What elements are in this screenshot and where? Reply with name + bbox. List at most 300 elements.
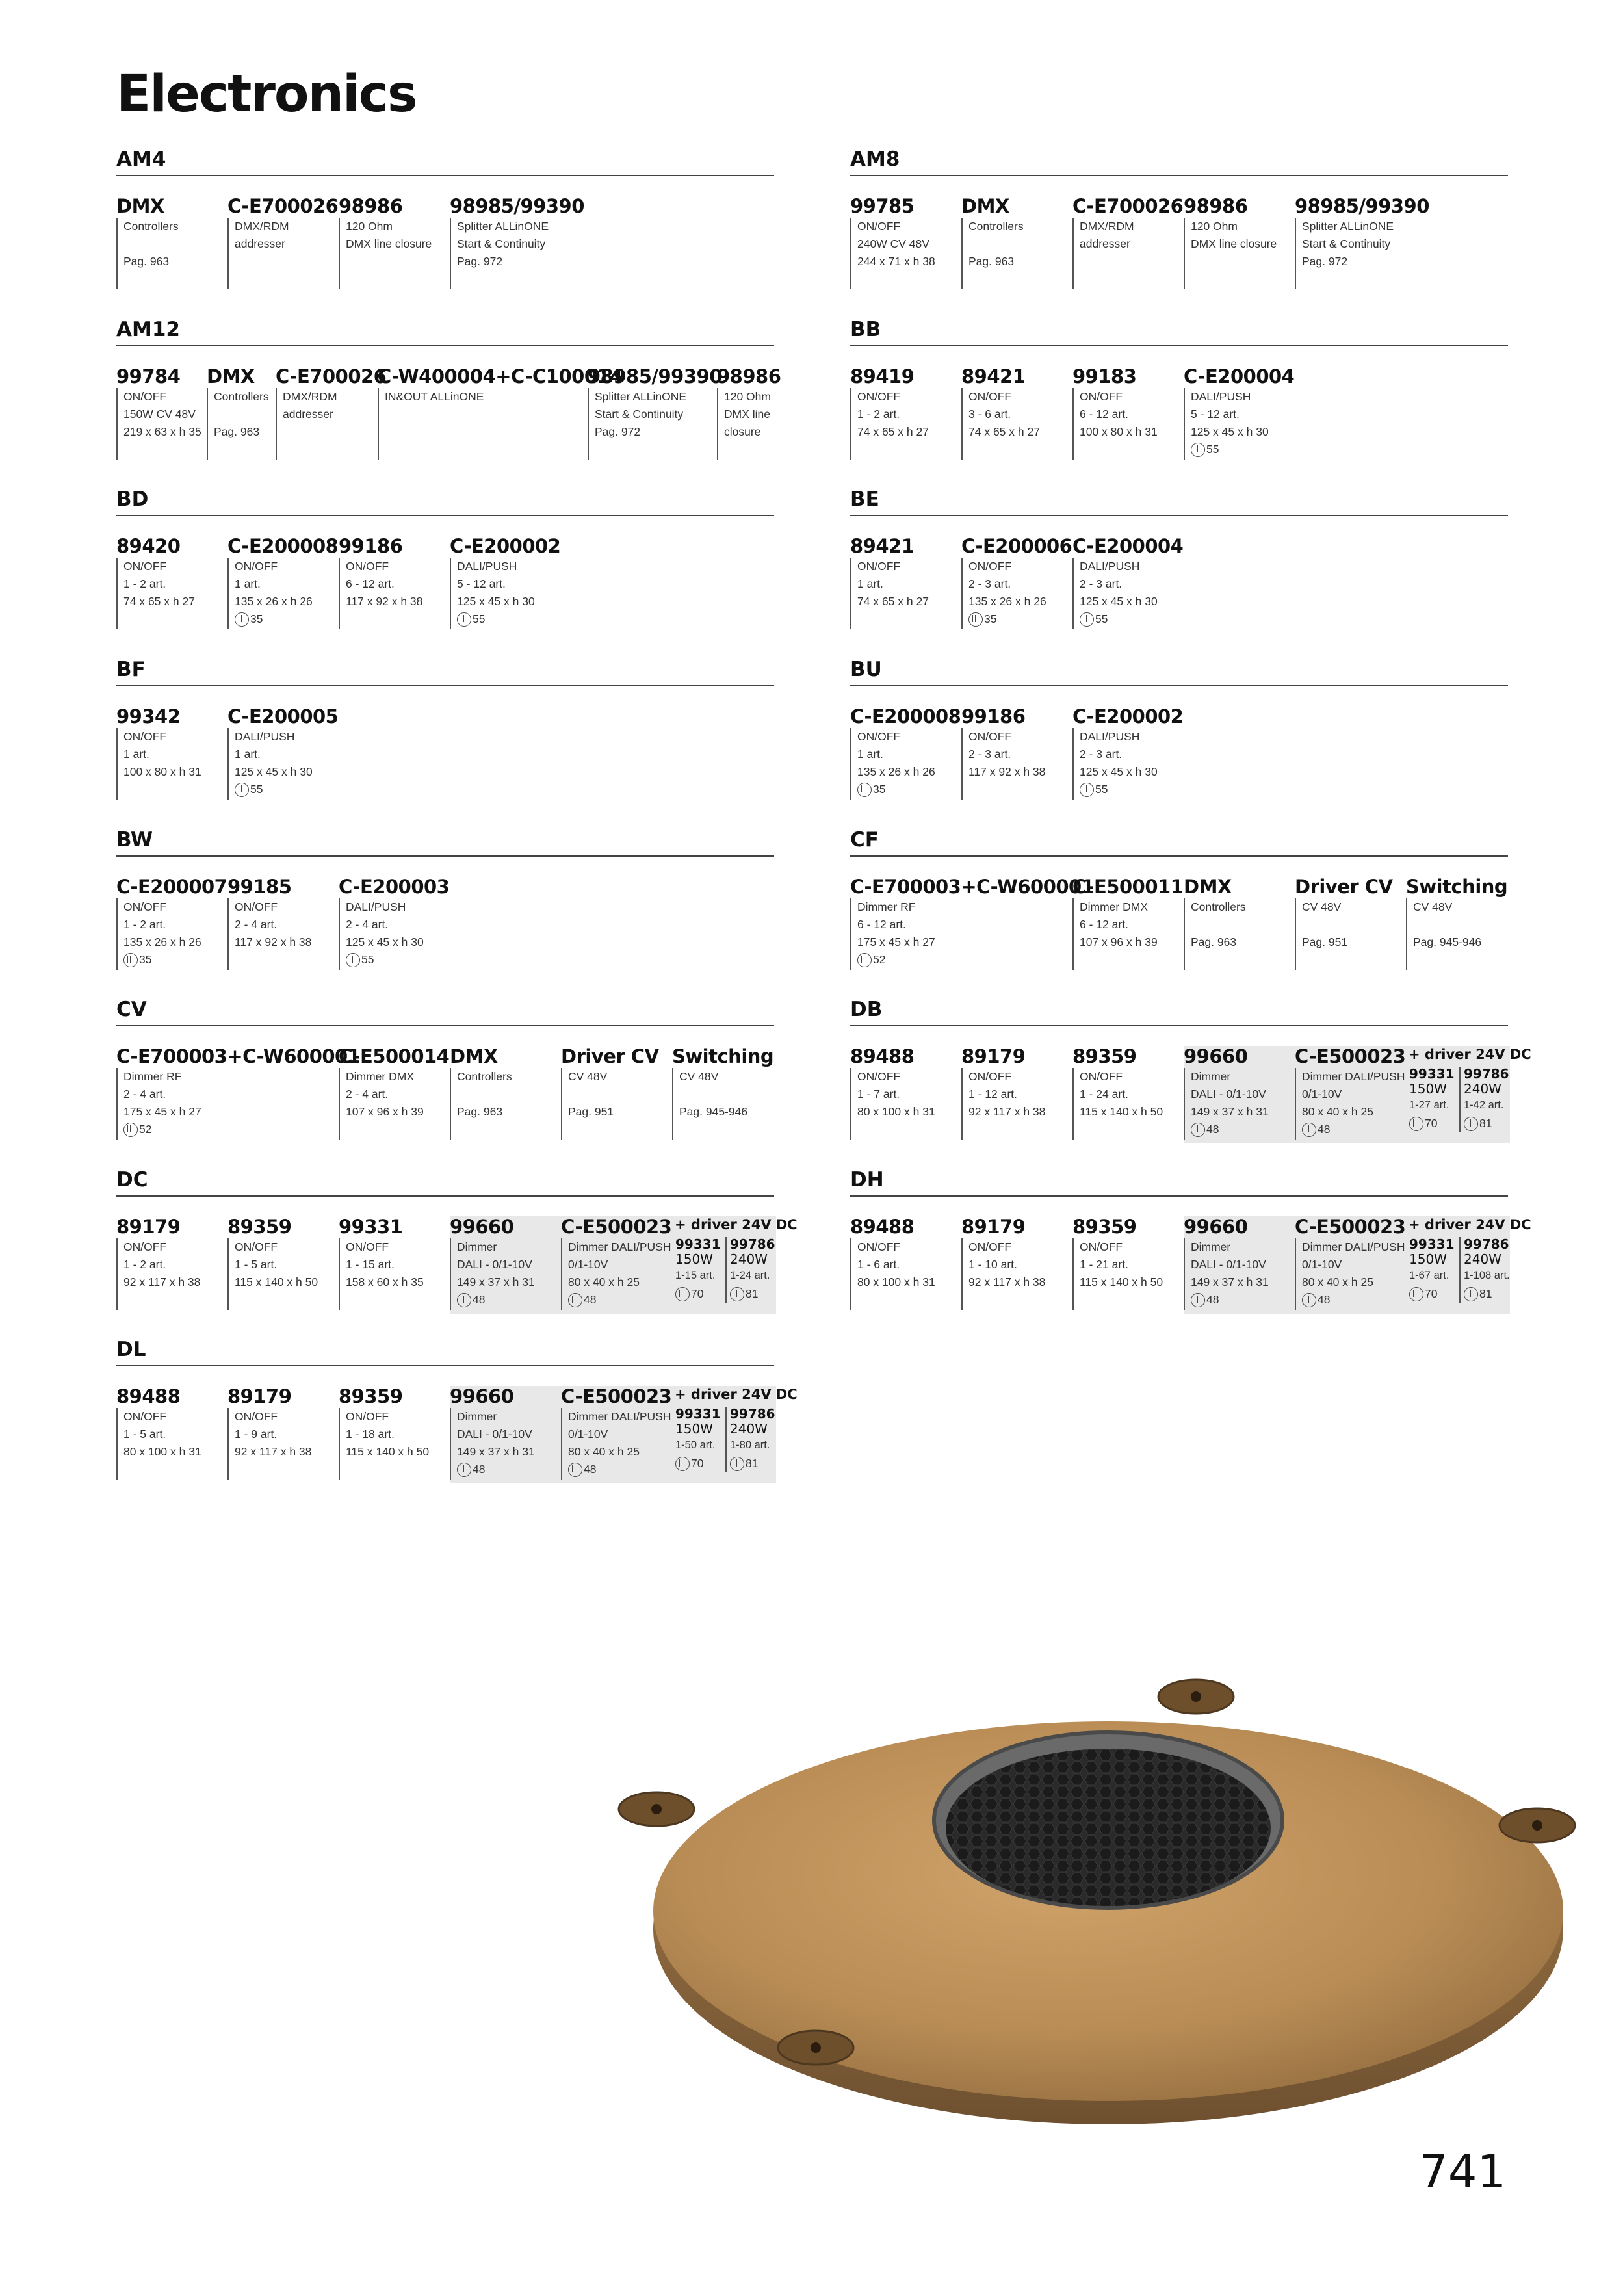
product-item — [450, 536, 560, 629]
detail-line: DMX line closure — [1191, 237, 1277, 250]
detail-line: addresser — [283, 408, 333, 421]
section-code: BD — [116, 486, 774, 516]
product-code: 89359 — [1072, 1216, 1137, 1238]
detail-line: 1 - 6 art. — [857, 1258, 900, 1271]
ip-rating — [1191, 1121, 1295, 1138]
product-code: C-E500023 — [1295, 1045, 1406, 1067]
product-item — [227, 876, 311, 970]
detail-line: ON/OFF — [1080, 390, 1123, 403]
detail-line: DALI/PUSH — [1080, 730, 1140, 743]
detail-line: DALI/PUSH — [457, 560, 517, 573]
product-item — [850, 876, 1094, 970]
detail-line: ON/OFF — [857, 730, 901, 743]
ip-rating-value: 55 — [1095, 612, 1108, 625]
section-bf — [116, 657, 774, 803]
product-code: Switching — [672, 1045, 774, 1067]
detail-line: ON/OFF — [123, 1410, 167, 1423]
detail-line: 158 x 60 x h 35 — [346, 1275, 424, 1288]
detail-line: CV 48V — [1302, 900, 1342, 913]
detail-line: 135 x 26 x h 26 — [123, 935, 201, 948]
product-details — [450, 1068, 512, 1140]
product-item — [116, 366, 201, 460]
product-code: 98985/99390 — [588, 365, 722, 387]
ip-rating — [457, 610, 560, 628]
product-code: 99186 — [339, 535, 403, 557]
product-code: 98985/99390 — [450, 195, 584, 217]
detail-line: 92 x 117 x h 38 — [968, 1105, 1046, 1118]
product-code: C-E200005 — [227, 705, 339, 727]
product-code: 99660 — [450, 1385, 514, 1407]
product-item — [116, 706, 201, 800]
product-code: 89359 — [339, 1385, 403, 1407]
detail-line: 6 - 12 art. — [857, 918, 906, 931]
product-item — [561, 1216, 672, 1314]
detail-line: ON/OFF — [968, 1240, 1012, 1253]
ip-rating-icon — [1080, 612, 1094, 627]
product-details — [1184, 218, 1277, 289]
product-details — [116, 558, 195, 629]
detail-line: Dimmer DMX — [1080, 900, 1148, 913]
product-item — [1072, 876, 1183, 970]
product-item — [276, 366, 386, 460]
detail-line: Pag. 963 — [968, 255, 1015, 268]
detail-line: 1 - 7 art. — [857, 1088, 900, 1101]
ip-rating-value: 81 — [746, 1287, 759, 1300]
product-details — [116, 218, 179, 289]
detail-line: ON/OFF — [235, 1410, 278, 1423]
product-details — [850, 558, 929, 629]
section-code: BU — [850, 657, 1508, 686]
driver-option — [1406, 1067, 1457, 1132]
detail-line: 107 x 96 x h 39 — [1080, 935, 1158, 948]
ip-rating-value: 35 — [139, 953, 152, 966]
detail-line: addresser — [235, 237, 285, 250]
driver-option — [672, 1237, 723, 1303]
ip-rating — [675, 1455, 723, 1472]
section-be — [850, 486, 1508, 633]
detail-line: ON/OFF — [123, 390, 167, 403]
ip-rating-value: 81 — [746, 1457, 759, 1470]
ip-rating-icon — [457, 1463, 471, 1477]
section-code: BF — [116, 657, 774, 686]
item-row — [850, 1045, 1531, 1143]
ip-rating-icon — [675, 1287, 690, 1301]
product-item — [1295, 1216, 1406, 1314]
detail-line: 1 art. — [235, 748, 261, 761]
driver-box — [672, 1386, 798, 1483]
detail-line: 100 x 80 x h 31 — [123, 765, 201, 778]
driver-wattage: 150W — [675, 1421, 713, 1437]
ip-rating-value: 48 — [1318, 1123, 1331, 1136]
detail-line: ON/OFF — [123, 560, 167, 573]
product-details — [1295, 898, 1393, 970]
item-row — [116, 1046, 774, 1143]
product-item — [850, 366, 929, 460]
detail-line: 175 x 45 x h 27 — [857, 935, 935, 948]
detail-line: 115 x 140 x h 50 — [235, 1275, 318, 1288]
item-row — [116, 706, 774, 803]
product-details — [227, 218, 338, 289]
detail-line: Dimmer DALI/PUSH — [1302, 1240, 1405, 1253]
product-details — [1406, 898, 1507, 970]
detail-line: 0/1-10V — [568, 1428, 608, 1441]
detail-line: DALI - 0/1-10V — [457, 1258, 532, 1271]
driver-box — [672, 1216, 798, 1314]
product-item — [1184, 196, 1277, 289]
detail-line: 2 - 4 art. — [123, 1088, 166, 1101]
product-code: 99660 — [1184, 1045, 1248, 1067]
detail-line: 0/1-10V — [1302, 1088, 1342, 1101]
detail-line: 74 x 65 x h 27 — [123, 595, 195, 608]
ip-rating-icon — [1464, 1117, 1478, 1131]
ip-rating-icon — [457, 1293, 471, 1307]
item-row — [116, 365, 781, 463]
detail-line: 92 x 117 x h 38 — [235, 1445, 312, 1458]
product-item — [227, 706, 338, 800]
detail-line: Pag. 945-946 — [679, 1105, 748, 1118]
section-cf — [850, 827, 1508, 974]
ip-rating-icon — [1464, 1287, 1478, 1301]
product-item — [672, 1046, 773, 1140]
item-row — [850, 196, 1508, 293]
item-row — [116, 536, 774, 633]
detail-line: DALI/PUSH — [346, 900, 406, 913]
detail-line: CV 48V — [679, 1070, 719, 1083]
driver-capacity: 1-24 art. — [730, 1270, 770, 1281]
driver-code: 99786 — [1464, 1236, 1509, 1252]
product-details — [850, 728, 961, 800]
ip-rating-value: 48 — [584, 1463, 597, 1476]
detail-line: ON/OFF — [968, 390, 1012, 403]
detail-line: 2 - 4 art. — [346, 1088, 389, 1101]
product-code: 89179 — [961, 1045, 1026, 1067]
driver-wattage: 240W — [730, 1251, 768, 1267]
detail-line: Dimmer — [457, 1410, 497, 1423]
detail-line: 125 x 45 x h 30 — [1080, 595, 1158, 608]
detail-line: 1 - 2 art. — [123, 1258, 166, 1271]
ip-rating — [1302, 1291, 1406, 1309]
detail-line: DALI - 0/1-10V — [457, 1428, 532, 1441]
detail-line: ON/OFF — [857, 220, 901, 233]
detail-line: 80 x 40 x h 25 — [568, 1275, 640, 1288]
product-details — [850, 1068, 935, 1140]
product-item — [450, 1046, 512, 1140]
product-item — [850, 536, 929, 629]
ip-rating-value: 81 — [1479, 1287, 1492, 1300]
product-details — [227, 1408, 311, 1480]
item-row — [850, 1216, 1531, 1314]
ip-rating-value: 70 — [691, 1287, 704, 1300]
product-details — [116, 1408, 201, 1480]
product-details — [1072, 898, 1183, 970]
ip-rating-value: 70 — [1425, 1287, 1438, 1300]
ip-rating — [1464, 1115, 1510, 1132]
detail-line: 1 art. — [123, 748, 149, 761]
product-code: C-E200002 — [450, 535, 561, 557]
product-code: C-E200004 — [1072, 535, 1184, 557]
ip-rating-value: 35 — [873, 783, 886, 796]
product-details — [561, 1408, 672, 1480]
detail-line: 2 - 4 art. — [235, 918, 278, 931]
product-details — [227, 728, 338, 800]
section-code: DC — [116, 1167, 774, 1197]
detail-line: Splitter ALLinONE — [457, 220, 549, 233]
ip-rating-icon — [123, 953, 138, 967]
product-details — [339, 218, 432, 289]
product-details — [1184, 898, 1246, 970]
detail-line: Dimmer DALI/PUSH — [568, 1240, 671, 1253]
product-code: 89488 — [116, 1385, 181, 1407]
product-item — [339, 1046, 449, 1140]
item-row — [850, 536, 1508, 633]
ip-rating-icon — [346, 953, 360, 967]
product-item — [961, 706, 1045, 800]
item-row — [850, 706, 1508, 803]
detail-line: ON/OFF — [857, 560, 901, 573]
detail-line: 92 x 117 x h 38 — [123, 1275, 201, 1288]
detail-line: DMX line — [724, 408, 770, 421]
product-code: 99186 — [961, 705, 1026, 727]
product-item — [961, 536, 1072, 629]
product-item — [850, 1216, 935, 1310]
detail-line: 125 x 45 x h 30 — [1191, 425, 1269, 438]
driver-option — [725, 1407, 776, 1472]
section-code: CV — [116, 997, 774, 1026]
driver-wattage: 150W — [1409, 1081, 1447, 1097]
detail-line: ON/OFF — [1080, 1240, 1123, 1253]
product-details — [561, 1068, 659, 1140]
detail-line: 115 x 140 x h 50 — [1080, 1275, 1163, 1288]
detail-line: 74 x 65 x h 27 — [857, 425, 929, 438]
product-code: 89421 — [850, 535, 915, 557]
product-code: DMX — [1184, 876, 1232, 898]
product-details — [850, 1238, 935, 1310]
product-item — [227, 536, 338, 629]
product-details — [378, 388, 623, 460]
detail-line: ON/OFF — [123, 1240, 167, 1253]
product-details — [1072, 218, 1183, 289]
ip-rating-value: 55 — [1206, 443, 1219, 456]
page-number: 741 — [1419, 2145, 1506, 2198]
product-details — [1072, 558, 1183, 629]
product-code: 89420 — [116, 535, 181, 557]
detail-line: 1 - 12 art. — [968, 1088, 1017, 1101]
driver-code: 99786 — [730, 1406, 775, 1422]
ip-rating-value: 48 — [584, 1293, 597, 1306]
ip-rating-value: 55 — [473, 612, 486, 625]
detail-line: 1 - 10 art. — [968, 1258, 1017, 1271]
product-code: 89179 — [227, 1385, 292, 1407]
product-code: C-E700003+C-W600001 — [850, 876, 1095, 898]
detail-line: Pag. 972 — [595, 425, 641, 438]
product-item — [561, 1046, 659, 1140]
product-code: C-E200008 — [850, 705, 961, 727]
driver-code: 99331 — [1409, 1066, 1455, 1082]
ip-rating-icon — [1191, 443, 1205, 457]
product-details — [1072, 1238, 1163, 1310]
section-db — [850, 997, 1531, 1143]
ip-rating — [1302, 1121, 1406, 1138]
detail-line: Pag. 963 — [457, 1105, 503, 1118]
detail-line: 5 - 12 art. — [1191, 408, 1240, 421]
driver-capacity: 1-15 art. — [675, 1270, 716, 1281]
detail-line: Pag. 945-946 — [1413, 935, 1482, 948]
driver-code: 99331 — [675, 1236, 721, 1252]
detail-line: 92 x 117 x h 38 — [968, 1275, 1046, 1288]
detail-line: 2 - 3 art. — [968, 748, 1011, 761]
detail-line: closure — [724, 425, 761, 438]
product-item — [588, 366, 722, 460]
detail-line: 0/1-10V — [568, 1258, 608, 1271]
ip-rating-icon — [1080, 783, 1094, 797]
product-details — [672, 1068, 773, 1140]
detail-line — [1191, 916, 1246, 933]
detail-line: 150W CV 48V — [123, 408, 196, 421]
detail-line: ON/OFF — [968, 560, 1012, 573]
detail-line: DMX/RDM — [1080, 220, 1134, 233]
ip-rating-value: 48 — [1206, 1123, 1219, 1136]
product-item — [961, 1046, 1045, 1140]
section-code: BE — [850, 486, 1508, 516]
product-item — [1072, 196, 1183, 289]
product-item — [1072, 1216, 1163, 1310]
ip-rating-icon — [675, 1457, 690, 1471]
detail-line: ON/OFF — [346, 560, 389, 573]
detail-line: 6 - 12 art. — [1080, 918, 1128, 931]
section-code: CF — [850, 827, 1508, 857]
product-details — [1072, 728, 1183, 800]
detail-line: CV 48V — [1413, 900, 1453, 913]
detail-line — [679, 1086, 773, 1103]
ip-rating-icon — [857, 783, 872, 797]
product-item — [1072, 366, 1158, 460]
product-code: DMX — [207, 365, 255, 387]
product-details — [850, 218, 935, 289]
product-item — [1072, 706, 1183, 800]
product-code: C-E200008 — [227, 535, 339, 557]
product-item — [1184, 1046, 1295, 1143]
driver-wattage: 240W — [730, 1421, 768, 1437]
detail-line: 120 Ohm — [346, 220, 393, 233]
product-details — [1295, 218, 1429, 289]
driver-option — [1459, 1237, 1510, 1303]
detail-line — [457, 1086, 512, 1103]
product-details — [561, 1238, 672, 1310]
detail-line: 80 x 100 x h 31 — [857, 1105, 935, 1118]
driver-box — [1406, 1046, 1531, 1143]
detail-line: 107 x 96 x h 39 — [346, 1105, 424, 1118]
driver-option — [672, 1407, 723, 1472]
ip-rating-value: 48 — [1206, 1293, 1219, 1306]
product-code: 89359 — [227, 1216, 292, 1238]
ip-rating — [730, 1455, 776, 1472]
item-row — [116, 1385, 798, 1483]
product-item — [1072, 1046, 1163, 1140]
product-details — [588, 388, 722, 460]
detail-line: DMX line closure — [346, 237, 432, 250]
driver-heading: + driver 24V DC — [1409, 1047, 1531, 1062]
product-item — [339, 536, 422, 629]
detail-line: Dimmer RF — [857, 900, 916, 913]
driver-capacity: 1-50 art. — [675, 1439, 716, 1451]
detail-line: Dimmer — [1191, 1070, 1231, 1083]
section-code: DB — [850, 997, 1508, 1026]
product-item — [339, 1216, 424, 1310]
product-item — [450, 196, 584, 289]
detail-line: DALI - 0/1-10V — [1191, 1088, 1266, 1101]
product-item — [339, 876, 449, 970]
detail-line: 6 - 12 art. — [1080, 408, 1128, 421]
ip-rating — [857, 781, 961, 798]
section-code: AM12 — [116, 317, 774, 346]
detail-line: Pag. 963 — [214, 425, 260, 438]
detail-line: Dimmer RF — [123, 1070, 182, 1083]
product-code: C-E200006 — [961, 535, 1072, 557]
detail-line: 1 - 2 art. — [123, 577, 166, 590]
detail-line: addresser — [1080, 237, 1130, 250]
product-details — [450, 558, 560, 629]
section-code: DH — [850, 1167, 1508, 1197]
product-code: 99185 — [227, 876, 292, 898]
product-item — [339, 196, 432, 289]
product-code: DMX — [116, 195, 164, 217]
ip-rating — [1191, 441, 1294, 458]
driver-option — [725, 1237, 776, 1303]
detail-line: 117 x 92 x h 38 — [968, 765, 1046, 778]
detail-line: 1 - 2 art. — [857, 408, 900, 421]
product-details — [116, 898, 227, 970]
ip-rating-icon — [235, 783, 249, 797]
detail-line: Pag. 963 — [123, 255, 170, 268]
ip-rating-icon — [1191, 1293, 1205, 1307]
ip-rating — [1464, 1285, 1510, 1303]
detail-line: Start & Continuity — [595, 408, 684, 421]
product-details — [450, 218, 584, 289]
product-item — [961, 196, 1024, 289]
product-item — [227, 196, 338, 289]
product-details — [339, 1238, 424, 1310]
detail-line: 2 - 3 art. — [1080, 748, 1123, 761]
ip-rating — [568, 1291, 672, 1309]
detail-line: 2 - 3 art. — [1080, 577, 1123, 590]
product-details — [450, 1408, 561, 1480]
detail-line: 125 x 45 x h 30 — [1080, 765, 1158, 778]
detail-line — [968, 235, 1024, 253]
detail-line: 1 - 15 art. — [346, 1258, 395, 1271]
product-code: Driver CV — [1295, 876, 1393, 898]
detail-line: Start & Continuity — [1302, 237, 1391, 250]
product-photo — [455, 1625, 1623, 2145]
ip-rating-value: 35 — [984, 612, 997, 625]
product-details — [961, 218, 1024, 289]
ip-rating-icon — [730, 1287, 744, 1301]
detail-line: 6 - 12 art. — [346, 577, 395, 590]
product-code: 89488 — [850, 1216, 915, 1238]
product-code: DMX — [961, 195, 1009, 217]
ip-rating — [968, 610, 1072, 628]
driver-capacity: 1-80 art. — [730, 1439, 770, 1451]
detail-line: 219 x 63 x h 35 — [123, 425, 201, 438]
product-details — [227, 1238, 318, 1310]
product-details — [227, 558, 338, 629]
product-code: DMX — [450, 1045, 498, 1067]
product-code: C-E500023 — [561, 1385, 672, 1407]
product-details — [1184, 1238, 1295, 1310]
detail-line: 3 - 6 art. — [968, 408, 1011, 421]
driver-wattage: 150W — [1409, 1251, 1447, 1267]
ip-rating-icon — [568, 1293, 582, 1307]
product-code: C-E500023 — [1295, 1216, 1406, 1238]
